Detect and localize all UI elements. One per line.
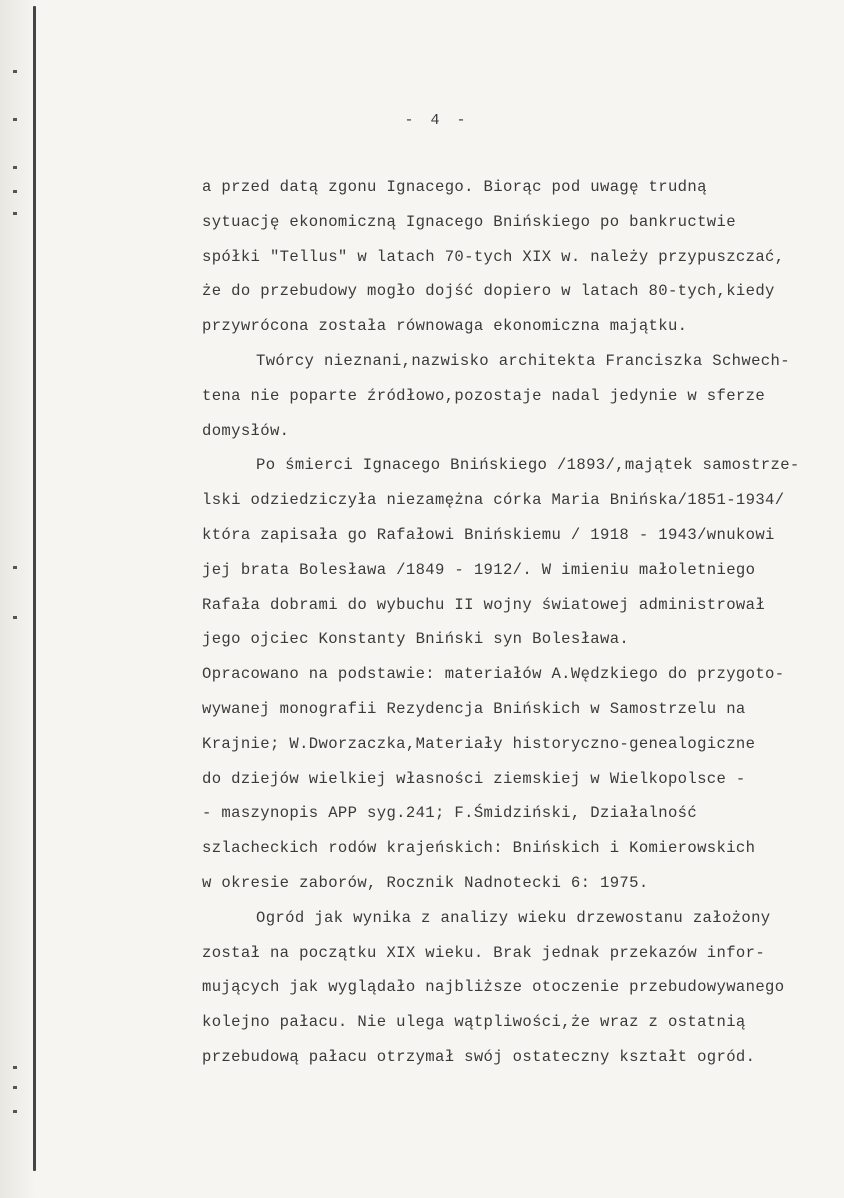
text-line: sytuację ekonomiczną Ignacego Bnińskiego po bankructwie — [202, 212, 736, 231]
text-line: domysłów. — [202, 421, 290, 440]
text-line: lski odziedziczyła niezamężna córka Maria Bnińska/1851-1934/ — [202, 491, 785, 510]
text-line: do dziejów wielkiej własności ziemskiej w Wielkopolsce - — [202, 769, 746, 788]
margin-mark — [13, 566, 17, 569]
binding-line — [33, 6, 36, 1171]
margin-mark — [13, 212, 17, 215]
margin-mark — [13, 1086, 17, 1089]
text-line: spółki "Tellus" w latach 70-tych XIX w. należy przypuszczać, — [202, 247, 785, 266]
text-line: w okresie zaborów, Rocznik Nadnotecki 6: 1975. — [202, 873, 649, 892]
text-line: tena nie poparte źródłowo,pozostaje nadal jedynie w sferze — [202, 386, 766, 405]
text-line: która zapisała go Rafałowi Bnińskiemu / 1918 - 1943/wnukowi — [202, 525, 775, 544]
text-line: Po śmierci Ignacego Bnińskiego /1893/,majątek samostrze- — [256, 456, 800, 475]
text-line: wywanej monografii Rezydencja Bnińskich w Samostrzelu na — [202, 699, 746, 718]
text-line: - maszynopis APP syg.241; F.Śmidziński, Działalność — [202, 804, 698, 823]
text-line: przebudową pałacu otrzymał swój ostateczny kształt ogród. — [202, 1047, 756, 1066]
margin-mark — [13, 1110, 17, 1113]
margin-mark — [13, 190, 17, 193]
text-line: że do przebudowy mogło dojść dopiero w latach 80-tych,kiedy — [202, 282, 775, 301]
text-line: został na początku XIX wieku. Brak jednak przekazów infor- — [202, 943, 766, 962]
text-line: Krajnie; W.Dworzaczka,Materiały historyczno-genealogiczne — [202, 734, 756, 753]
text-line: Opracowano na podstawie: materiałów A.Wędzkiego do przygoto- — [202, 665, 785, 684]
text-line: kolejno pałacu. Nie ulega wątpliwości,że wraz z ostatnią — [202, 1013, 746, 1032]
text-line: jego ojciec Konstanty Bniński syn Bolesława. — [202, 630, 630, 649]
text-line: szlacheckich rodów krajeńskich: Bnińskich i Komierowskich — [202, 839, 756, 858]
text-line: Twórcy nieznani,nazwisko architekta Franciszka Schwech- — [256, 351, 790, 370]
margin-mark — [13, 616, 17, 619]
text-line: Rafała dobrami do wybuchu II wojny światowej administrował — [202, 595, 766, 614]
margin-mark — [13, 166, 17, 169]
text-line: przywrócona została równowaga ekonomiczna majątku. — [202, 317, 688, 336]
body-text — [202, 170, 832, 1075]
binding-edge — [0, 0, 36, 1198]
margin-mark — [13, 70, 17, 73]
page-number: - 4 - — [404, 112, 470, 129]
margin-mark — [13, 1066, 17, 1069]
text-line: mujących jak wyglądało najbliższe otoczenie przebudowywanego — [202, 978, 785, 997]
text-line: jej brata Bolesława /1849 - 1912/. W imieniu małoletniego — [202, 560, 756, 579]
text-line: Ogród jak wynika z analizy wieku drzewostanu założony — [256, 908, 771, 927]
text-line: a przed datą zgonu Ignacego. Biorąc pod uwagę trudną — [202, 178, 707, 196]
